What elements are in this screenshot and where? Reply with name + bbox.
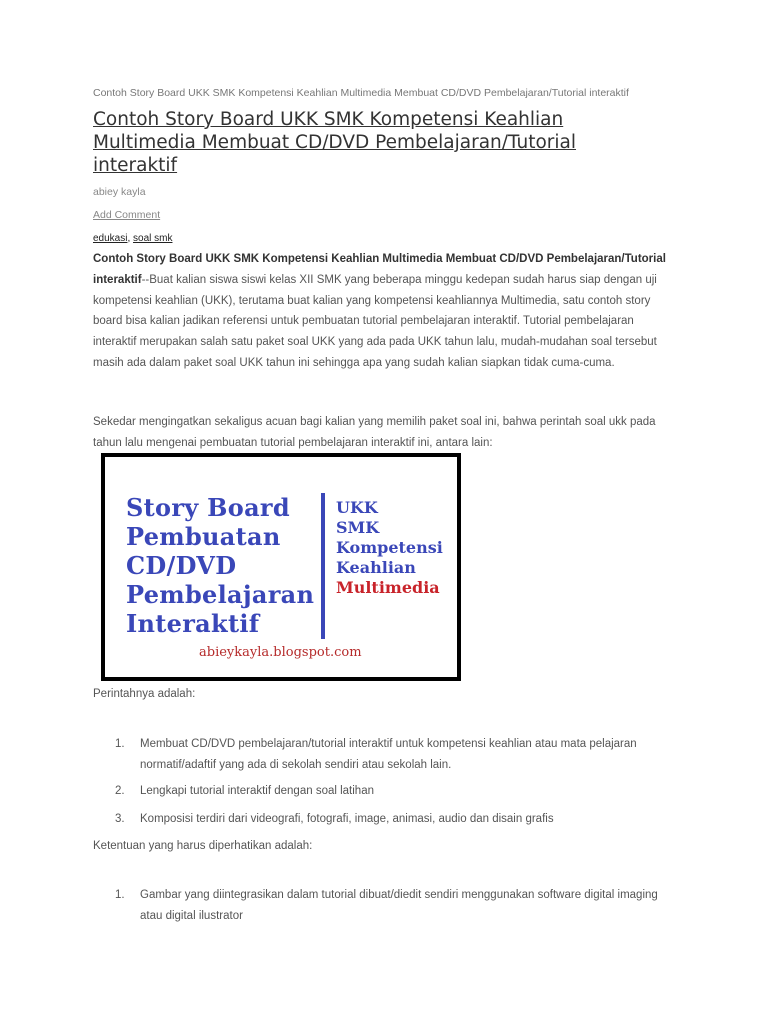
breadcrumb: Contoh Story Board UKK SMK Kompetensi Keahlian Multimedia Membuat CD/DVD Pembelajaran/Tutorial interaktif [93, 87, 629, 99]
list-number: 1. [115, 889, 125, 901]
figure-left-line: Interaktif [126, 609, 260, 638]
figure-right-line: UKK [336, 498, 378, 517]
intro-paragraph [93, 249, 673, 374]
tag-list [93, 233, 172, 244]
page-title: Contoh Story Board UKK SMK Kompetensi Keahlian Multimedia Membuat CD/DVD Pembelajaran/Tutorial interaktif [93, 109, 577, 176]
tag-link-soal-smk[interactable]: soal smk [133, 233, 173, 244]
figure-left-text [126, 493, 314, 638]
figure-right-line: Keahlian [336, 558, 416, 577]
list-number: 2. [115, 785, 125, 797]
figure-left-line: Pembuatan [126, 522, 281, 551]
author-name: abiey kayla [93, 186, 146, 198]
ketentuan-heading: Ketentuan yang harus diperhatikan adalah: [93, 840, 313, 852]
figure-right-line: Kompetensi [336, 538, 443, 557]
figure-left-line: Pembelajaran [126, 580, 315, 609]
figure-left-line: CD/DVD [126, 551, 237, 580]
figure-right-red-line: Multimedia [336, 578, 440, 597]
list-text: Komposisi terdiri dari videografi, fotografi, image, animasi, audio dan disain grafis [140, 813, 554, 825]
figure-divider [321, 493, 325, 639]
figure-right-line: SMK [336, 518, 380, 537]
tag-link-edukasi[interactable]: edukasi [93, 233, 128, 244]
figure-left-line: Story Board [126, 493, 290, 522]
list-number: 1. [115, 738, 125, 750]
list-text: Lengkapi tutorial interaktif dengan soal latihan [140, 785, 374, 797]
reminder-paragraph: Sekedar mengingatkan sekaligus acuan bagi kalian yang memilih paket soal ini, bahwa perintah soal ukk pada tahun lalu mengenai pembuatan tutorial pembelajaran interaktif ini, antara lain: [93, 416, 656, 449]
intro-bold-text: Contoh Story Board UKK SMK Kompetensi Keahlian Multimedia Membuat CD/DVD Pembelajaran/Tutorial interaktif [93, 253, 666, 286]
add-comment-link[interactable]: Add Comment [93, 209, 161, 221]
tag-separator: , [127, 233, 134, 244]
figure-right-text [336, 498, 443, 598]
list-text: Membuat CD/DVD pembelajaran/tutorial interaktif untuk kompetensi keahlian atau mata pelajaran normatif/adaftif yang ada di sekolah sendiri atau sekolah lain. [140, 738, 637, 771]
list-text: Gambar yang diintegrasikan dalam tutorial dibuat/diedit sendiri menggunakan software digital imaging atau digital ilustrator [140, 889, 658, 922]
figure-blog-url: abieykayla.blogspot.com [199, 645, 362, 660]
storyboard-figure [101, 453, 461, 681]
intro-body-text: --Buat kalian siswa siswi kelas XII SMK yang beberapa minggu kedepan sudah harus siap dengan uji kompetensi keahlian (UKK), terutama buat kalian yang kompetensi keahliannya Multimedia, satu contoh story board bisa kalian jadikan referensi untuk pembuatan tutorial pembelajaran interaktif. Tutorial pembelajaran interaktif merupakan salah satu paket soal UKK yang ada pada UKK tahun lalu, mudah-mudahan soal tersebut masih ada dalam paket soal UKK tahun ini sehingga apa yang sudah kalian siapkan tidak cuma-cuma. [93, 273, 657, 369]
list-number: 3. [115, 813, 125, 825]
perintah-heading: Perintahnya adalah: [93, 688, 196, 700]
